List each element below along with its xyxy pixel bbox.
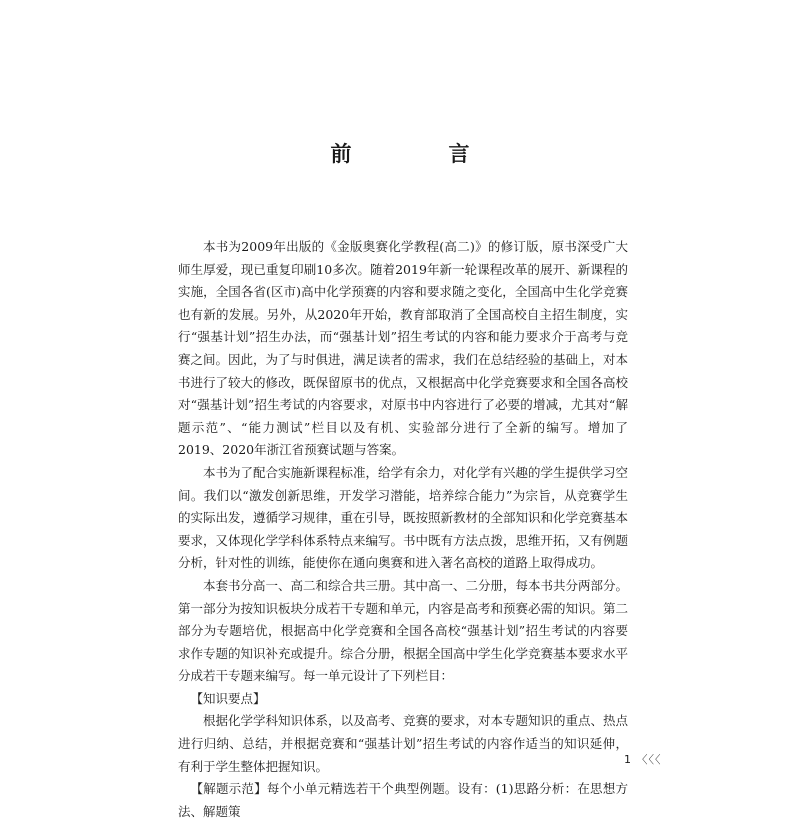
preface-body	[178, 236, 628, 823]
page-number: 1 〈〈〈	[624, 753, 662, 766]
paragraph-example	[178, 778, 628, 823]
section-tag-knowledge: 【知识要点】	[190, 690, 266, 706]
example-text: 每个小单元精选若干个典型例题。设有：(1)思路分析：在思想方法、解题策	[178, 781, 628, 819]
paragraph-3: 本套书分高一、高二和综合共三册。其中高一、二分册，每本书共分两部分。第一部分为按知识板块分成若干专题和单元，内容是高考和预赛必需的知识。第二部分为专题培优，根据高中化学竞赛和全国各高校“强基计划”招生考试的内容要求作专题的知识补充或提升。综合分册，根据全国高中学生化学竞赛基本要求水平分成若干专题来编写。每一单元设计了下列栏目：	[178, 577, 629, 684]
page-title: 前 言	[330, 141, 508, 166]
paragraph-2: 本书为了配合实施新课程标准，给学有余力，对化学有兴趣的学生提供学习空间。我们以“激发创新思维，开发学习潜能，培养综合能力”为宗旨，从竞赛学生的实际出发，遵循学习规律，重在引导，既按照新教材的全部知识和化学竞赛基本要求，又体现化学学科体系特点来编写。书中既有方法点拨，思维开拓，又有例题分析，针对性的训练，能使你在通向奥赛和进入著名高校的道路上取得成功。	[178, 464, 629, 571]
section-tag-example: 【解题示范】	[190, 781, 267, 797]
paragraph-1: 本书为2009年出版的《金版奥赛化学教程(高二)》的修订版，原书深受广大师生厚爱，现已重复印刷10多次。随着2019年新一轮课程改革的展开、新课程的实施，全国各省(区市)高中化学预赛的内容和要求随之变化，全国高中生化学竞赛也有新的发展。另外，从2020年开始，教育部取消了全国高校自主招生制度，实行“强基计划”招生办法，而“强基计划”招生考试的内容和能力要求介于高考与竞赛之间。因此，为了与时俱进，满足读者的需求，我们在总结经验的基础上，对本书进行了较大的修改，既保留原书的优点，又根据高中化学竞赛要求和全国各高校对“强基计划”招生考试的内容要求，对原书中内容进行了必要的增减，尤其对“解题示范”、“能力测试”栏目以及有机、实验部分进行了全新的编写。增加了2019、2020年浙江省预赛试题与答案。	[178, 239, 629, 458]
paragraph-knowledge: 根据化学学科知识体系，以及高考、竞赛的要求，对本专题知识的重点、热点进行归纳、总结，并根据竞赛和“强基计划”招生考试的内容作适当的知识延伸，有利于学生整体把握知识。	[178, 713, 629, 774]
